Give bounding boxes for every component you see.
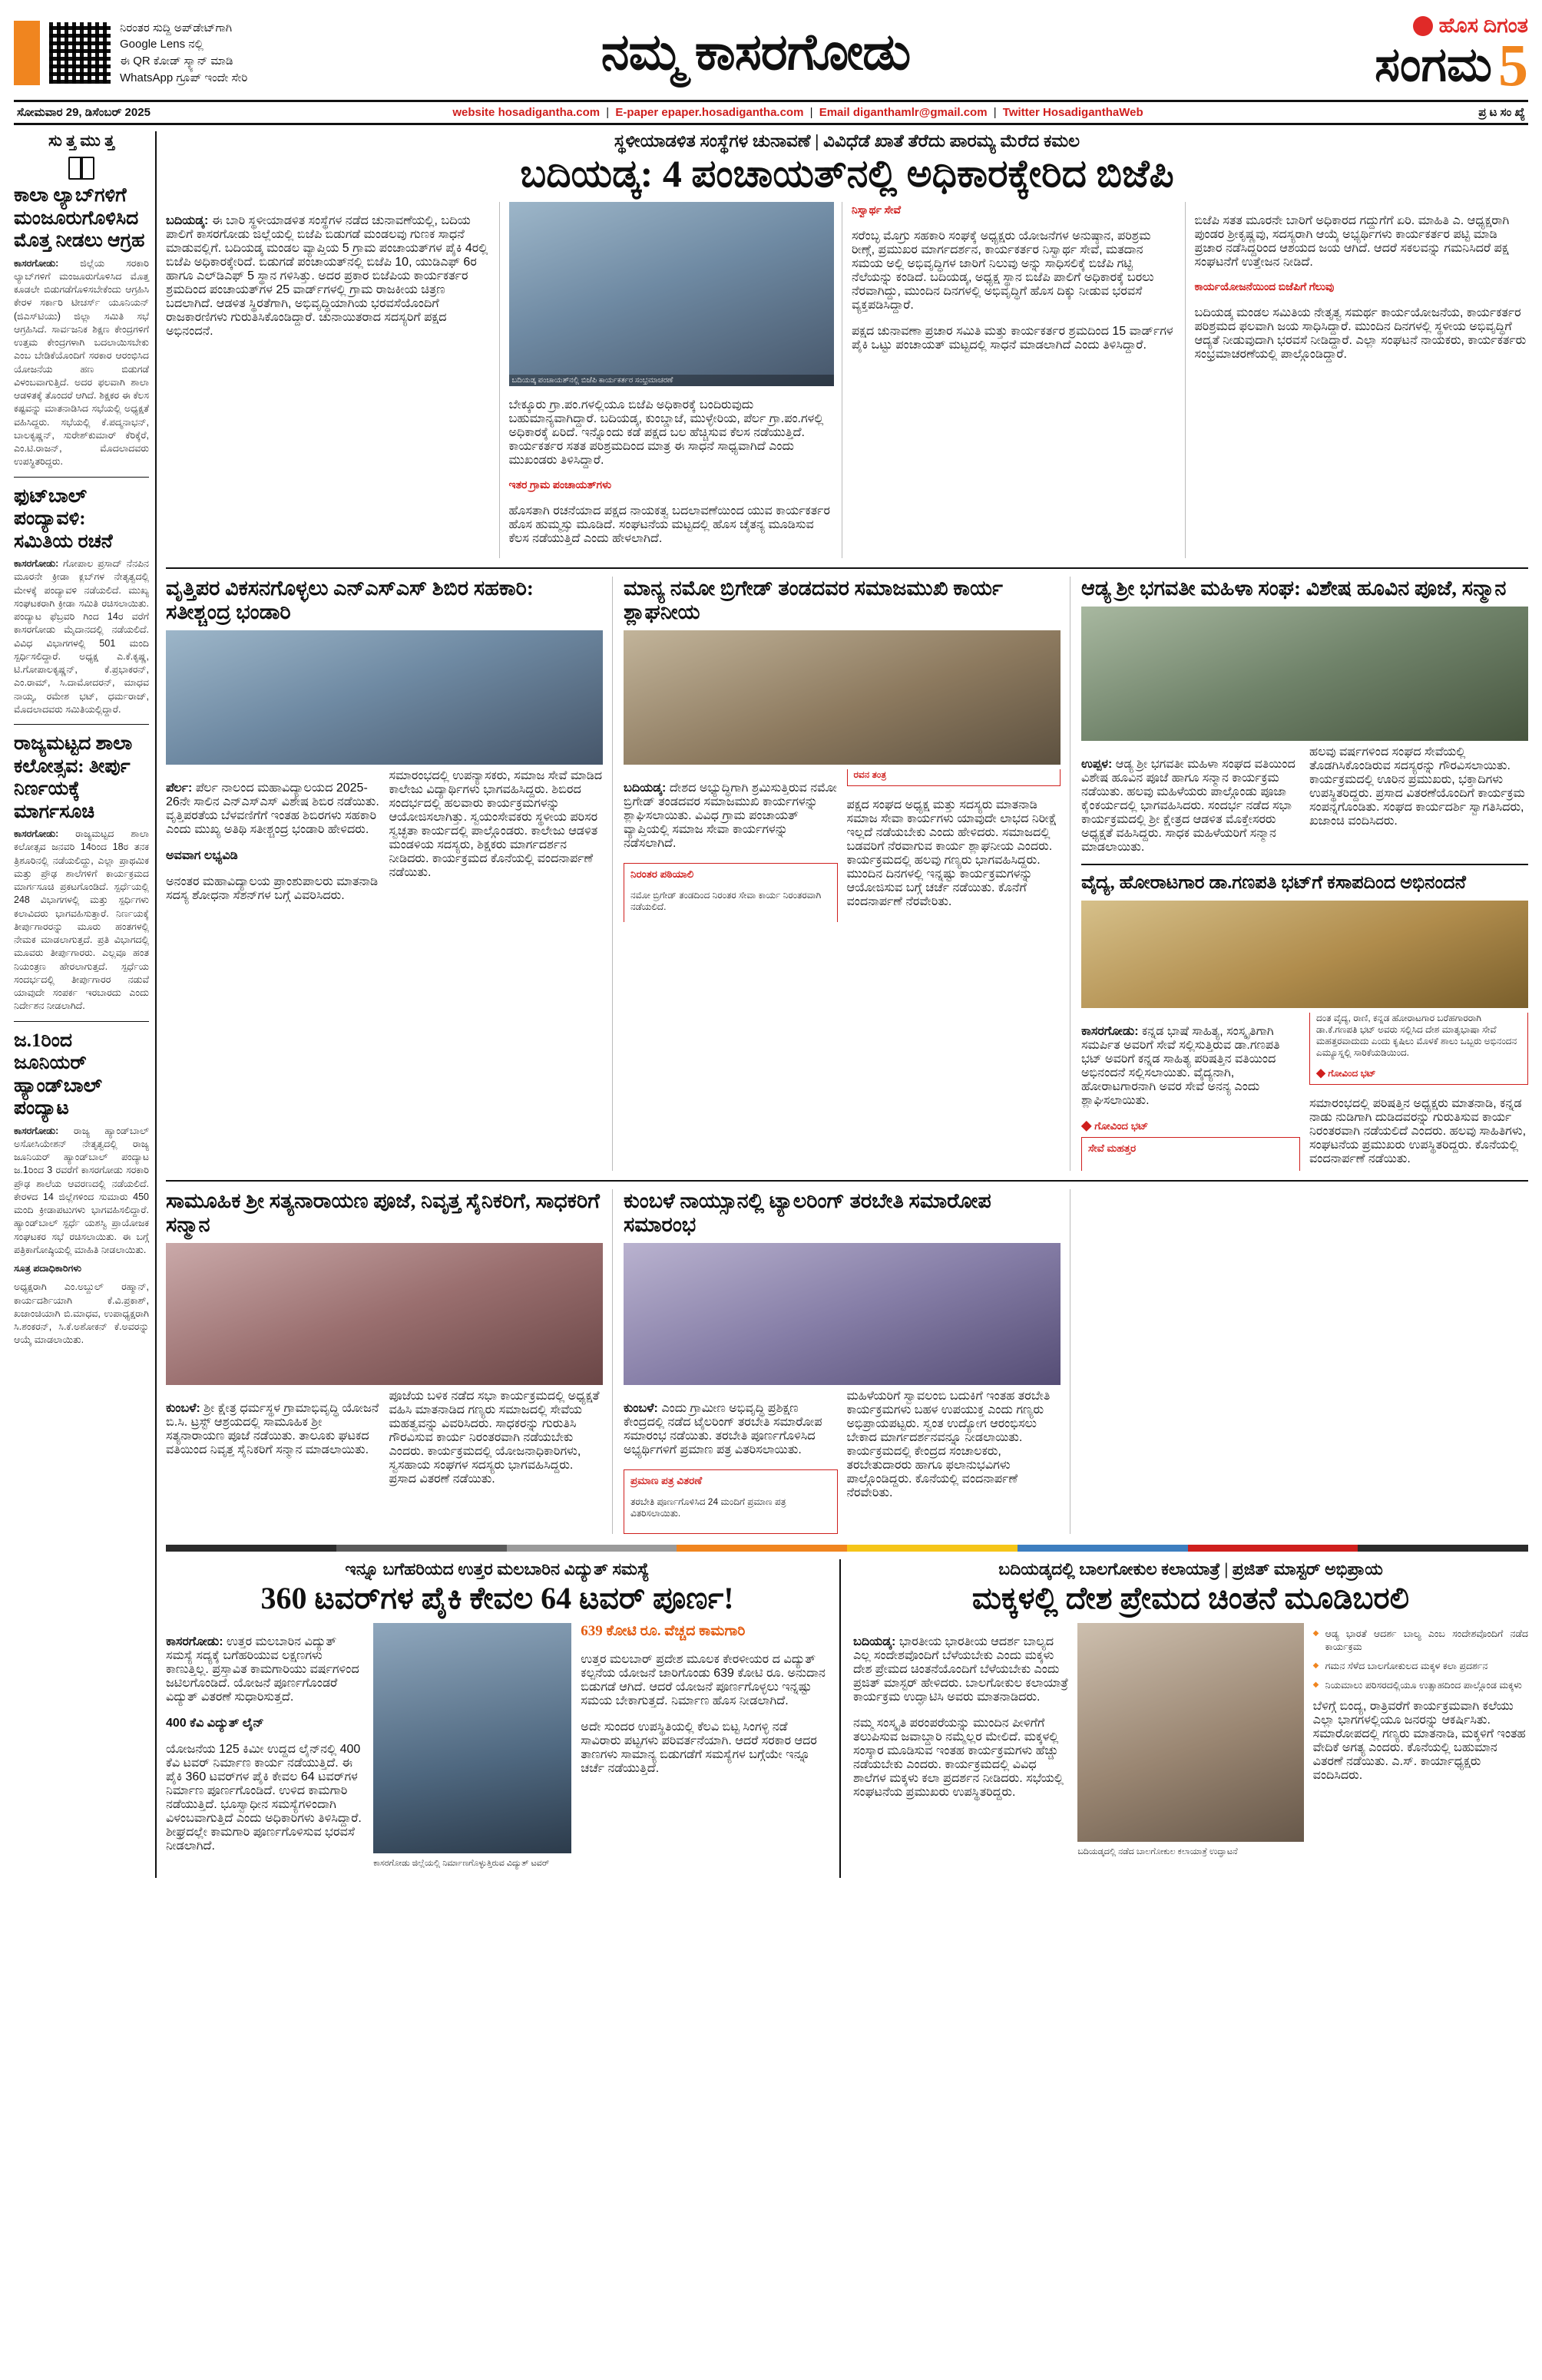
main-column	[166, 131, 1528, 1878]
bottom-right-grid	[853, 1623, 1528, 1866]
bottom-left-tail: ಅದೇ ಸುಂದರ ಉಪಸ್ಥಿತಿಯಲ್ಲಿ ಕೆಲವಿ ಬಿಟ್ಟ ಸಿಂಗಳ್ಳಿ ನಡೆ ಸಾವಿರಾರು ಪಟ್ಟಗಳು ಪರಿವರ್ತನೆಯಾಗಿ. ಆದರೆ ಸರಕಾರ ಆದರ ತಾಣಗಳು ಸಾಮಾನ್ಯ ಬಿಡುಗಡೆಗೆ ಸಮಸ್ಯೆಗಳ ಬಗ್ಗೆಯೇ ಇನ್ನೂ ಚರ್ಚೆ ನಡೆಯುತ್ತಿದೆ.	[581, 1721, 817, 1776]
story-doctor-title: ವೈದ್ಯ, ಹೋರಾಟಗಾರ ಡಾ.ಗಣಪತಿ ಭಟ್‌ಗೆ ಕಸಾಪದಿಂದ ಅಭಿನಂದನೆ	[1081, 873, 1466, 894]
story-namo-callout-by: ರವನ ತಂತ್ರ	[853, 769, 887, 781]
story-tailoring-callout	[624, 1469, 838, 1534]
section-divider	[1081, 864, 1528, 865]
bottom-right-tail: ಬೆಳಿಗ್ಗೆ ಬಿಂದ್ಯ, ರಾತ್ರಿವರೆಗೆ ಕಾರ್ಯಕ್ರಮವಾಗಿ ಕಲೆಯು ಎಲ್ಲಾ ಭಾಗಗಳಲ್ಲಿಯೂ ಜನರನ್ನು ಆಕರ್ಷಿಸಿತು. ಸಮಾರೋಪದಲ್ಲಿ ಗಣ್ಯರು ಮಾತನಾಡಿ, ಮಕ್ಕಳಿಗೆ ಇಂತಹ ವೇದಿಕೆ ಅಗತ್ಯ ಎಂದರು. ಕೊನೆಯಲ್ಲಿ ಬಹುಮಾನ ವಿತರಣೆ ನಡೆಯಿತು. ಎ.ಸ್. ಕಾರ್ಯಾಧ್ಯಕ್ಷರು ವಂದಿಸಿದರು.	[1312, 1699, 1526, 1782]
brand-row-big	[1375, 31, 1528, 98]
rail-item-1-body	[14, 557, 149, 716]
story-doctor-subbody: ಸಮಾರಂಭದಲ್ಲಿ ಪರಿಷತ್ತಿನ ಅಧ್ಯಕ್ಷರು ಮಾತನಾಡಿ, ಕನ್ನಡ ನಾಡು ನುಡಿಗಾಗಿ ದುಡಿದವರನ್ನು ಗುರುತಿಸುವ ಕಾರ್ಯ ನಿರಂತರವಾಗಿ ನಡೆಯಲಿದೆ ಎಂದರು. ಹಲವು ಸಾಹಿತಿಗಳು, ಸಂಘಟನೆಯ ಪ್ರಮುಖರು ಉಪಸ್ಥಿತರಿದ್ದರು. ಕೊನೆಯಲ್ಲಿ ವಂದನಾರ್ಪಣೆ ನಡೆಯಿತು.	[1309, 1096, 1527, 1165]
bottom-right-col3	[1313, 1623, 1528, 1866]
story-doctor-photo-caption: ◆ ಗೋವಿಂದ ಭಟ್	[1081, 1119, 1149, 1132]
lead-col1-dateline: ಬದಿಯಡ್ಕ:	[166, 214, 209, 228]
story-nss-subbody: ಅನಂತರ ಮಹಾವಿದ್ಯಾಲಯ ಪ್ರಾಂಶುಪಾಲರು ಮಾತನಾಡಿ ಸದಸ್ಯ ಶೋಧನಾ ಸೆಶನ್‌ಗಳ ಬಗ್ಗೆ ವಿವರಿಸಿದರು. ಸಮಾರಂಭದಲ್ಲಿ ಉಪನ್ಯಾಸಕರು, ಸಮಾಜ ಸೇವೆ ಮಾಡಿದ ಕಾಲೇಜು ವಿದ್ಯಾರ್ಥಿಗಳು ಭಾಗವಹಿಸಿದ್ದರು. ಶಿಬಿರದ ಸಂದರ್ಭದಲ್ಲಿ ಹಲವಾರು ಕಾರ್ಯಕ್ರಮಗಳನ್ನು ಆಯೋಜಿಸಲಾಗಿತ್ತು. ಸ್ವಯಂಸೇವಕರು ಸ್ಥಳೀಯ ಪರಿಸರ ಸ್ವಚ್ಛತಾ ಕಾರ್ಯದಲ್ಲಿ ಪಾಲ್ಗೊಂಡರು. ಕಾಲೇಜು ಆಡಳಿತ ಮಂಡಳಿಯ ಸದಸ್ಯರು, ಶಿಕ್ಷಕರು ಮಾರ್ಗದರ್ಶನ ನೀಡಿದರು. ಕಾರ್ಯಕ್ರಮದ ಕೊನೆಯಲ್ಲಿ ವಂದನಾರ್ಪಣೆ ನಡೆಯಿತು.	[166, 769, 603, 903]
mid-row-1	[166, 577, 1528, 1171]
bottom-right-kicker: ಬದಿಯಡ್ಕದಲ್ಲಿ ಬಾಲಗೋಕುಲ ಕಲಾಯಾತ್ರೆ | ಪ್ರಜಿತ್ ಮಾಸ್ಟರ್ ಅಭಿಪ್ರಾಯ	[998, 1559, 1383, 1579]
email-address[interactable]: diganthamlr@gmail.com	[852, 106, 988, 120]
story-doctor-callout-title: ಸೇವೆ ಮಹತ್ತರ	[1088, 1142, 1137, 1154]
story-namo	[624, 577, 1070, 1171]
story-tailoring-callout-title: ಪ್ರಮಾಣ ಪತ್ರ ವಿತರಣೆ	[630, 1475, 703, 1487]
lead-headline: ಬದಿಯಡ್ಕ: 4 ಪಂಚಾಯತ್‌ನಲ್ಲಿ ಅಧಿಕಾರಕ್ಕೇರಿದ ಬಿಜೆಪಿ	[520, 152, 1174, 196]
bottom-right-story	[853, 1559, 1528, 1877]
rail-item-3-title: ಜ.1ರಿಂದ ಜೂನಿಯರ್ ಹ್ಯಾಂಡ್‌ಬಾಲ್ ಪಂದ್ಯಾಟ	[14, 1030, 102, 1119]
power-tower-photo	[373, 1623, 571, 1853]
story-doctor-callout-by-text: ಗೋವಿಂದ ಭಟ್	[1328, 1067, 1376, 1079]
rail-item-0-dateline: ಕಾಸರಗೋಡು:	[14, 257, 59, 269]
rail-item-0-body	[14, 257, 149, 469]
website-label: website	[452, 106, 495, 120]
contact-links: website hosadigantha.com | E-paper epaper.hosadigantha.com | Email diganthamlr@gmail.com | Twitter HosadiganthaWeb	[452, 106, 1143, 120]
brand-big-label: ಸಂಗಮ	[1375, 39, 1492, 92]
divider	[14, 1021, 149, 1022]
story-namo-title: ಮಾನ್ಯ ನಮೋ ಬ್ರಿಗೇಡ್ ತಂಡದವರ ಸಮಾಜಮುಖಿ ಕಾರ್ಯ ಶ್ಲಾಘನೀಯ	[624, 577, 1003, 624]
story-tailoring-lead	[624, 1402, 838, 1457]
paper-title-wrap	[355, 25, 1156, 81]
story-nss-lead	[166, 782, 380, 837]
sidebar-column	[14, 131, 157, 1878]
brand-small-label: ಹೊಸ ದಿಗಂತ	[1438, 14, 1528, 37]
bottom-left-text: ಉತ್ತರ ಮಲಬಾರಿನ ವಿದ್ಯುತ್ ಸಮಸ್ಯೆ ಸದ್ಯಕ್ಕೆ ಬಗೆಹರಿಯುವ ಲಕ್ಷಣಗಳು ಕಾಣುತ್ತಿಲ್ಲ. ಪ್ರಸ್ತಾವಿತ ಕಾಮಗಾರಿಯು ವರ್ಷಗಳಿಂದ ಜಟಿಲಗೊಂಡಿದೆ. ಯೋಜನೆ ಪೂರ್ಣಗೊಂಡರೆ ವಿದ್ಯುತ್ ವಿತರಣೆ ಸುಧಾರಿಸುತ್ತದೆ.	[166, 1635, 359, 1704]
story-tailoring-subbody: ಮಹಿಳೆಯರಿಗೆ ಸ್ವಾವಲಂಬಿ ಬದುಕಿಗೆ ಇಂತಹ ತರಬೇತಿ ಕಾರ್ಯಕ್ರಮಗಳು ಬಹಳ ಉಪಯುಕ್ತ ಎಂದು ಗಣ್ಯರು ಅಭಿಪ್ರಾಯಪಟ್ಟರು. ಸ್ವಂತ ಉದ್ಯೋಗ ಆರಂಭಿಸಲು ಬೇಕಾದ ಮಾರ್ಗದರ್ಶನವನ್ನೂ ನೀಡಲಾಯಿತು. ಕಾರ್ಯಕ್ರಮದಲ್ಲಿ ಕೇಂದ್ರದ ಸಂಚಾಲಕರು, ತರಬೇತುದಾರರು ಹಾಗೂ ಫಲಾನುಭವಿಗಳು ಪಾಲ್ಗೊಂಡಿದ್ದರು. ಕೊನೆಯಲ್ಲಿ ವಂದನಾರ್ಪಣೆ ನೆರವೇರಿತು.	[846, 1390, 1051, 1500]
divider	[14, 724, 149, 725]
qr-block	[14, 20, 344, 87]
story-namo-lead	[624, 782, 838, 851]
rail-item-1-dateline: ಕಾಸರಗೋಡು:	[14, 558, 59, 570]
rail-item-0-title: ಕಾಲಾ ಲ್ಯಾಬ್‌ಗಳಿಗೆ ಮಂಜೂರುಗೊಳಿಸಿದ ಮೊತ್ತ ನೀಡಲು ಆಗ್ರಹ	[14, 185, 145, 252]
book-icon	[68, 157, 94, 177]
story-doctor-body	[1081, 1013, 1528, 1172]
qr-line-2: Google Lens ನಲ್ಲಿ	[120, 38, 204, 51]
section-divider	[166, 567, 1528, 569]
balagokulam-photo	[1077, 1623, 1303, 1842]
edition-label: ಪ್ರ ಟ ಸಂ ಖ್ಯೆ	[1478, 106, 1525, 120]
story-doctor-callout-body: ದಂತ ವೈದ್ಯ, ರಾಣಿ, ಕನ್ನಡ ಹೋರಾಟಗಾರ ಬರೆಹಗಾರರಾಗಿ ಡಾ.ಕೆ.ಗಣಪತಿ ಭಟ್ ಅವರು ಸಲ್ಲಿಸಿದ ದೇಶ ಮಾತೃಭಾಷಾ ಸೇವೆ ಮಹತ್ತರವಾದುದು ಎಂದು ಕೃಷಿಲು ಮೊಳಕೆ ಶಾಲು ಒಬ್ಬರು ಅಭಿನಂದನ ಎಮ್ಯೂಸ್ನಲ್ಲಿ ಸಾರಿಕೆಯಡಿಯಿಂದ.	[1316, 1012, 1517, 1058]
story-nss-subtitle	[166, 849, 380, 863]
story-nss-dateline: ಪೆರ್ಲ:	[166, 782, 193, 795]
rail-item-1-title: ಫುಟ್‌ಬಾಲ್ ಪಂದ್ಯಾವಳಿ: ಸಮಿತಿಯ ರಚನೆ	[14, 485, 113, 552]
story-doctor-callout-by: ◆ ಗೋವಿಂದ ಭಟ್	[1316, 1067, 1376, 1079]
color-strip	[166, 1545, 1528, 1552]
lead-col3-text: ಸರೆಂಬ್ಳ ಮೊಗ್ರು ಸಹಕಾರಿ ಸಂಘಕ್ಕೆ ಅಧ್ಯಕ್ಷರು ಯೋಜನೆಗಳ ಅನುಷ್ಠಾನ, ಪರಿಶ್ರಮ ರೀಣ್ಗೆ, ಪ್ರಮುಖರ ಮಾರ್ಗದರ್ಶನ, ಕಾರ್ಯಕರ್ತರ ನಿಸ್ವಾರ್ಥ ಸೇವೆ, ಮತದಾನ ಸಮಯ ಅಲ್ಲಿ ಅಭಿವೃದ್ಧಿಗಳ ಜಾರಿಗೆ ನಿಲುವು ಅನ್ನು ಸಾಧಿಸಲಿಕ್ಕೆ ಬಿಜೆಪಿ ಗಟ್ಟಿ ನೆಲೆಯನ್ನು ಕಂಡಿದೆ. ಬದಿಯಡ್ಕ, ಅಧ್ಯಕ್ಷ ಸ್ಥಾನ ಬಿಜೆಪಿ ಪಾಲಿಗೆ ಅಧಿಕಾರಕ್ಕೆ ಬರಲು ನೆರವಾಗಿದ್ದು, ಮುಂದಿನ ದಿನಗಳಲ್ಲಿ ಅಭಿವೃದ್ಧಿಗೆ ಹೊಸ ದಿಕ್ಕು ನೀಡುವ ಭರವಸೆ ವ್ಯಕ್ತಪಡಿಸಿದ್ದಾರೆ.	[852, 230, 1154, 312]
story-bhagavati-lead	[1081, 758, 1300, 854]
story-nss-body	[166, 769, 603, 903]
bottom-left-lead	[166, 1635, 364, 1704]
story-doctor-photo	[1081, 901, 1528, 1008]
bottom-right-text2: ನಮ್ಮ ಸಂಸ್ಕೃತಿ ಪರಂಪರೆಯನ್ನು ಮುಂದಿನ ಪೀಳಿಗೆಗೆ ತಲುಪಿಸುವ ಜವಾಬ್ದಾರಿ ನಮ್ಮೆಲ್ಲರ ಮೇಲಿದೆ. ಮಕ್ಕಳಲ್ಲಿ ಸಂಸ್ಕಾರ ಮೂಡಿಸುವ ಇಂತಹ ಕಾರ್ಯಕ್ರಮಗಳು ಹೆಚ್ಚು ನಡೆಯಬೇಕು ಎಂದರು. ಕಾರ್ಯಕ್ರಮದಲ್ಲಿ ವಿವಿಧ ಶಾಲೆಗಳ ಮಕ್ಕಳು ಕಲಾ ಪ್ರದರ್ಶನ ನೀಡಿದರು. ಸಭೆಯಲ್ಲಿ ಸಂಘಟನೆಯ ಪ್ರಮುಖರು ಉಪಸ್ಥಿತರಿದ್ದರು.	[853, 1717, 1064, 1800]
story-bhagavati-title: ಆಡ್ಯ ಶ್ರೀ ಭಗವತೀ ಮಹಿಳಾ ಸಂಘ: ವಿಶೇಷ ಹೂವಿನ ಪೂಜೆ, ಸನ್ಮಾನ	[1081, 577, 1507, 600]
email-label: Email	[819, 106, 850, 120]
bullet-item: ◆ ಗಮನ ಸೆಳೆದ ಬಾಲಗೋಕುಲದ ಮಕ್ಕಳ ಕಲಾ ಪ್ರದರ್ಶನ	[1313, 1660, 1528, 1673]
publication-date: ಸೋಮವಾರ 29, ಡಿಸೆಂಬರ್ 2025	[17, 106, 151, 120]
rail-item-0-text: ಜಿಲ್ಲೆಯ ಸರಕಾರಿ ಲ್ಯಾಬ್‌ಗಳಿಗೆ ಮಂಜೂರುಗೊಳಿಸಿದ ಮೊತ್ತ ಕೂಡಲೇ ಬಿಡುಗಡೆಗೊಳಿಸಬೇಕೆಂದು ಆಗ್ರಹಿಸಿ ಕೇರಳ ಸರ್ಕಾರಿ ಟೀಚರ್ಸ್‌ ಯೂನಿಯನ್ (ಜಿಎಸ್‌ಟಿಯು) ಜಿಲ್ಲಾ ಸಮಿತಿ ಸಭೆ ಆಗ್ರಹಿಸಿದೆ. ಸಾರ್ವಜನಿಕ ಶಿಕ್ಷಣ ಕೇಂದ್ರಗಳಿಗೆ ಉತ್ತಮ ಕೇಂದ್ರಗಳಾಗಿ ಬದಲಾಯಿಸಬೇಕು ಎಂಬ ಬೇಡಿಕೆಯೊಂದಿಗೆ ಸರಕಾರ ಆರಂಭಿಸಿದ ಯೋಜನೆಯ ಹಣ ಬಿಡುಗಡೆ ವಿಳಂಬವಾಗುತ್ತಿದೆ. ಅದರ ಫಲವಾಗಿ ಶಾಲಾ ಆಡಳಿತಕ್ಕೆ ತೊಂದರೆ ಆಗಿದೆ. ಶಿಕ್ಷಕರ ಈ ಕೆಲಸ ಕಷ್ಟವನ್ನು ಮಾತನಾಡಿಸಿದ ಸಭೆಯಲ್ಲಿ ಅಧ್ಯಕ್ಷತೆ ವಹಿಸಿದ್ದರು. ಸಭೆಯಲ್ಲಿ ಕೆ.ಪದ್ಮನಾಭನ್, ಬಾಲಕೃಷ್ಣನ್, ಸುರೇಶ್‌ಕುಮಾರ್ ಕೆರಿಕ್ಕೆರೆ, ಎಂ.ಟಿ.ರಾಜನ್, ಮೊದಲಾದವರು ಉಪಸ್ಥಿತರಿದ್ದರು.	[14, 257, 149, 468]
bullet-item: ◆ ಆಡ್ಯ ಭಾರತೆ ಆದರ್ಶ ಬಾಲ್ಯ ಎಂಬ ಸಂದೇಶವೊಂದಿಗೆ ನಡೆದ ಕಾರ್ಯಕ್ರಮ	[1313, 1628, 1528, 1654]
lead-col3-text-b: ಪಕ್ಷದ ಚುನಾವಣಾ ಪ್ರಚಾರ ಸಮಿತಿ ಮತ್ತು ಕಾರ್ಯಕರ್ತರ ಶ್ರಮದಿಂದ 15 ವಾರ್ಡ್‌ಗಳ ಪೈಕಿ ಒಟ್ಟು ಪಂಚಾಯತ್ ಮಟ್ಟದಲ್ಲಿ ಸಾಧನೆ ಮಾಡಲಾಗಿದೆ ಎಂದು ತಿಳಿಸಿದ್ದಾರೆ.	[852, 325, 1173, 352]
rail-item-3-dateline: ಕಾಸರಗೋಡು:	[14, 1125, 59, 1136]
story-doctor-dateline: ಕಾಸರಗೋಡು:	[1081, 1024, 1139, 1038]
orange-bar	[14, 21, 40, 85]
qr-instructions	[120, 20, 247, 87]
lead-kicker: ಸ್ಥಳೀಯಾಡಳಿತ ಸಂಸ್ಥೆಗಳ ಚುನಾವಣೆ | ವಿವಿಧೆಡೆ ಖಾತೆ ತೆರೆದು ಪಾರಮ್ಯ ಮೆರೆದ ಕಮಲ	[614, 131, 1080, 151]
story-tailoring-title: ಕುಂಬಳೆ ನಾಯ್ಸುಾನಲ್ಲಿ ಟ್ಯಾಲರಿಂಗ್ ತರಬೇತಿ ಸಮಾರೋಪ ಸಮಾರಂಭ	[624, 1189, 991, 1237]
story-bhagavati-subbody: ಹಲವು ವರ್ಷಗಳಿಂದ ಸಂಘದ ಸೇವೆಯಲ್ಲಿ ತೊಡಗಿಸಿಕೊಂಡಿರುವ ಸದಸ್ಯರನ್ನು ಗೌರವಿಸಲಾಯಿತು. ಕಾರ್ಯಕ್ರಮದಲ್ಲಿ ಊರಿನ ಪ್ರಮುಖರು, ಭಕ್ತಾದಿಗಳು ಉಪಸ್ಥಿತರಿದ್ದರು. ಪ್ರಸಾದ ವಿತರಣೆಯೊಂದಿಗೆ ಕಾರ್ಯಕ್ರಮ ಸಂಪನ್ನಗೊಂಡಿತು. ಸಂಘದ ಕಾರ್ಯದರ್ಶಿ ಸ್ವಾಗತಿಸಿದರು, ಖಜಾಂಚಿ ವಂದಿಸಿದರು.	[1309, 745, 1525, 828]
bottom-left-grid	[166, 1623, 829, 1877]
lead-col-2	[509, 202, 843, 558]
bottom-section	[166, 1559, 1528, 1877]
bottom-left-kicker: ಇನ್ನೂ ಬಗೆಹರಿಯದ ಉತ್ತರ ಮಲಬಾರಿನ ವಿದ್ಯುತ್ ಸಮಸ್ಯೆ	[345, 1559, 650, 1579]
lead-col1-body: ಈ ಬಾರಿ ಸ್ಥಳೀಯಾಡಳಿತ ಸಂಸ್ಥೆಗಳ ನಡೆದ ಚುನಾವಣೆಯಲ್ಲಿ, ಬದಿಯ ಪಾಲಿಗೆ ಕಾಸರಗೋಡು ಜಿಲ್ಲೆಯಲ್ಲಿ ಬಿಜೆಪಿ ಬಿಡುಗಡೆ ಮಂಡಲವು ಗುಣಕ ಸಾಧನೆ ಮಾಡುವಲ್ಲಿಗೆ. ಬದಿಯಡ್ಕ ಮಂಡಲ ವ್ಯಾಪ್ತಿಯ 5 ಗ್ರಾಮ ಪಂಚಾಯತ್‌ಗಳ ಪೈಕಿ 4ರಲ್ಲಿ ಬಿಜೆಪಿ ಅಧಿಕಾರಕ್ಕೇರಿದೆ. ಬಿಡುಗಡೆ ಪಂಚಾಯತ್‌ನಲ್ಲಿ ಬಿಜೆಪಿ 10, ಯುಡಿಎಫ್ 6ರ ಹಾಗೂ ಎಲ್‌ಡಿಎಫ್ 5 ಸ್ಥಾನ ಗಳಿಸಿತ್ತು. ಅದರ ಪ್ರಕಾರ ಬಿಜೆಪಿಯ ಕಾರ್ಯಕರ್ತರ ಶ್ರಮದಿಂದ ಪಂಚಾಯತ್‌ಗಳ 25 ವಾರ್ಡ್‌ಗಳಲ್ಲಿ ಗ್ರಾಮ ರಾಜಕೀಯ ಚಿತ್ರಣ ಬದಲಾಗಿದೆ. ಆಡಳಿತ ಸ್ಥಿರತೆಗಾಗಿ, ಅಭಿವೃದ್ಧಿಯಾಗಿಯ ಭರವಸೆಯೊಂದಿಗೆ ರಾಜಕಾರಣಿಗಳು ಗುರುತಿಸಿಕೊಂಡಿದ್ದಾರೆ. ಚುನಾಯಿತರಾದ ಸದಸ್ಯರಿಗೆ ಪಕ್ಷದ ಅಭಿನಂದನೆ.	[166, 214, 488, 339]
rail-item-2-text: ರಾಜ್ಯಮಟ್ಟದ ಶಾಲಾ ಕಲೋತ್ಸವ ಜನವರಿ 14ರಿಂದ 18ರ ತನಕ ತ್ರಿಶೂರಿನಲ್ಲಿ ನಡೆಯಲಿದ್ದು, ಎಲ್ಲಾ ಪ್ರಾಥಮಿಕ ಮತ್ತು ಪ್ರೌಢ ಶಾಲೆಗಳಿಗೆ ಕಾರ್ಯಕ್ರಮದ ಮಾರ್ಗಸೂಚಿ ಪ್ರಕಟಗೊಂಡಿದೆ. ಸ್ಪರ್ಧೆಯಲ್ಲಿ 248 ವಿಭಾಗಗಳಲ್ಲಿ ಮತ್ತು ಸ್ಪರ್ಧಿಗಳು ಕಲಾವಿದರು ಭಾಗವಹಿಸುತ್ತಾರೆ. ನಿರ್ಣಯಕ್ಕೆ ತೀರ್ಪುಗಾರರನ್ನು ಮೂರು ಹಂತಗಳಲ್ಲಿ ನೇಮಕ ಮಾಡಲಾಗುತ್ತದೆ. ಪ್ರತಿ ವಿಭಾಗದಲ್ಲಿ ಮೂವರು ತೀರ್ಪುಗಾರರು. ಎಲ್ಲವೂ ಹಂತ ನಿಯಂತ್ರಣ ಹೇರಲಾಗುತ್ತದೆ. ಸ್ಪರ್ಧೆಯ ಸಂದರ್ಭದಲ್ಲಿ ತೀರ್ಪುಗಾರರ ನಡುವೆ ಯಾವುದೇ ಸಂಪರ್ಕ ಇರಬಾರದು ಎಂದು ನಿರ್ದೇಶನ ನೀಡಲಾಗಿದೆ.	[14, 828, 149, 1012]
story-bhagavati-photo	[1081, 607, 1528, 741]
epaper-label: E-paper	[615, 106, 659, 120]
brand-number: 5	[1498, 31, 1528, 98]
story-namo-dateline: ಬದಿಯಡ್ಕ:	[624, 782, 667, 795]
lead-photo-caption: ಬದಿಯಡ್ಕ ಪಂಚಾಯತ್‌ನಲ್ಲಿ ಬಿಜೆಪಿ ಕಾರ್ಯಕರ್ತರ ಸಂಭ್ರಮಾಚರಣೆ	[509, 375, 835, 386]
rail-item-1-text: ಗೋಪಾಲ ಪ್ರಸಾದ್ ನೆನಪಿನ ಮೂರನೇ ಕ್ರೀಡಾ ಕ್ಲಬ್‌ಗಳ ನೇತೃತ್ವದಲ್ಲಿ ಮೇಳಕ್ಕೆ ಪಂದ್ಯಾವಳಿ ನಡೆಯಲಿದೆ. ಮುಖ್ಯ ಸಂಘಟಕರಾಗಿ ಕ್ರೀಡಾ ಸಮಿತಿ ರಚಿಸಲಾಯಿತು. ಪಂದ್ಯಾಟ ಫೆಬ್ರವರಿ ಗಿಂದ 14ರ ವರೆಗೆ ಕಾಸರಗೋಡು ಮೈದಾನದಲ್ಲಿ ನಡೆಯಲಿದೆ. ವಿವಿಧ ವಿಭಾಗಗಳಲ್ಲಿ 501 ಮಂದಿ ಸ್ಪರ್ಧಿಸಲಿದ್ದಾರೆ. ಅಧ್ಯಕ್ಷ ಎ.ಕೆ.ಕೃಷ್ಣ, ಟಿ.ಗೋಪಾಲಕೃಷ್ಣನ್, ಕೆ.ಪ್ರಭಾಕರನ್, ಎಂ.ರಾಮ್‌, ಸಿ.ದಾಮೋದರನ್, ಮಾಧವ ನಾಯ್ಕ, ರಮೇಶ ಭಟ್, ಧರ್ಮರಾಜ್, ಮೊದಲಾದವರು ಸಮಿತಿಯಲ್ಲಿದ್ದಾರೆ.	[14, 558, 149, 715]
bullet-item: ◆ ನಿಯಮಾಲು ಪರಿಸರದಲ್ಲಿಯೂ ಉತ್ಸಾಹದಿಂದ ಪಾಲ್ಗೊಂಡ ಮಕ್ಕಳು	[1313, 1679, 1528, 1692]
lead-col-3	[852, 202, 1186, 558]
bottom-left-subhead	[166, 1717, 364, 1730]
rail-item-2-body	[14, 828, 149, 1013]
bottom-left-col2	[373, 1623, 571, 1877]
story-nss	[166, 577, 613, 1171]
story-doctor-text: ಕನ್ನಡ ಭಾಷೆ ಸಾಹಿತ್ಯ, ಸಂಸ್ಕೃತಿಗಾಗಿ ಸಮರ್ಪಿತ ಅವರಿಗೆ ಸೇವೆ ಸಲ್ಲಿಸುತ್ತಿರುವ ಡಾ.ಗಣಪತಿ ಭಟ್ ಅವರಿಗೆ ಕನ್ನಡ ಸಾಹಿತ್ಯ ಪರಿಷತ್ತಿನ ವತಿಯಿಂದ ಅಭಿನಂದನೆ ಸಲ್ಲಿಸಲಾಯಿತು. ವೈದ್ಯನಾಗಿ, ಹೋರಾಟಗಾರನಾಗಿ ಅವರ ಸೇವೆ ಅನನ್ಯ ಎಂದು ಶ್ಲಾಘಿಸಲಾಯಿತು.	[1081, 1024, 1280, 1107]
page-content	[14, 131, 1528, 1878]
story-satyanarayana-text: ಶ್ರೀ ಕ್ಷೇತ್ರ ಧರ್ಮಸ್ಥಳ ಗ್ರಾಮಾಭಿವೃದ್ಧಿ ಯೋಜನೆ ಬಿ.ಸಿ. ಟ್ರಸ್ಟ್ ಆಶ್ರಯದಲ್ಲಿ ಸಾಮೂಹಿಕ ಶ್ರೀ ಸತ್ಯನಾರಾಯಣ ಪೂಜೆ ನಡೆಯಿತು. ತಾಲೂಕು ಘಟಕದ ವತಿಯಿಂದ ನಿವೃತ್ತ ಸೈನಿಕರಿಗೆ ಸನ್ಮಾನ ಮಾಡಲಾಯಿತು.	[166, 1402, 379, 1457]
lead-col-4	[1195, 202, 1529, 558]
lead-col3-subhead: ನಿಸ್ವಾರ್ಥ ಸೇವೆ	[852, 205, 902, 217]
story-satyanarayana	[166, 1189, 613, 1534]
story-doctor-caption-text: ಗೋವಿಂದ ಭಟ್	[1094, 1119, 1149, 1132]
story-tailoring-text: ಎಂದು ಗ್ರಾಮೀಣ ಅಭಿವೃದ್ಧಿ ಪ್ರಶಿಕ್ಷಣ ಕೇಂದ್ರದಲ್ಲಿ ನಡೆದ ಟೈಲರಿಂಗ್ ತರಬೇತಿ ಸಮಾರೋಪ ಸಮಾರಂಭ ನಡೆಯಿತು. ತರಬೇತಿ ಪೂರ್ಣಗೊಳಿಸಿದ ಅಭ್ಯರ್ಥಿಗಳಿಗೆ ಪ್ರಮಾಣ ಪತ್ರ ವಿತರಿಸಲಾಯಿತು.	[624, 1402, 822, 1457]
rail-item-3-text: ರಾಜ್ಯ ಹ್ಯಾಂಡ್‌ಬಾಲ್ ಅಸೋಸಿಯೇಶನ್ ನೇತೃತ್ವದಲ್ಲಿ ರಾಜ್ಯ ಜೂನಿಯರ್ ಹ್ಯಾಂಡ್‌ಬಾಲ್ ಪಂದ್ಯಾಟ ಜ.1ರಿಂದ 3 ರವರೆಗೆ ಕಾಸರಗೋಡು ಸರಕಾರಿ ಪ್ರೌಢ ಶಾಲೆಯ ಆವರಣದಲ್ಲಿ ನಡೆಯಲಿದೆ. ಕೇರಳದ 14 ಜಿಲ್ಲೆಗಳಿಂದ ಸುಮಾರು 450 ಮಂದಿ ಕ್ರೀಡಾಪಟುಗಳು ಭಾಗವಹಿಸಲಿದ್ದಾರೆ. ಹ್ಯಾಂಡ್‌ಬಾಲ್ ಸ್ಪರ್ಧೆ ಯಶಸ್ವಿ ಪ್ರಾಯೋಜಕ ಸಂಘಟಕರ ಸಭೆ ರಚಿಸಲಾಯಿತು. ಈ ಬಗ್ಗೆ ಪತ್ರಿಕಾಗೋಷ್ಠಿಯಲ್ಲಿ ಮಾಹಿತಿ ನೀಡಲಾಯಿತು.	[14, 1125, 149, 1255]
story-tailoring-body	[624, 1390, 1061, 1534]
rail-item-3-body	[14, 1125, 149, 1258]
website-url[interactable]: hosadigantha.com	[498, 106, 601, 120]
story-nss-text: ಪೆರ್ಲ ನಾಲಂದ ಮಹಾವಿದ್ಯಾಲಯದ 2025-26ನೇ ಸಾಲಿನ ಎನ್‌ಎಸ್‌ಎಸ್ ವಿಶೇಷ ಶಿಬಿರ ನಡೆಯಿತು. ವೃತ್ತಿಪರತೆಯ ಬೆಳವಣಿಗೆಗೆ ಇಂತಹ ಶಿಬಿರಗಳು ಸಹಕಾರಿ ಎಂದು ಮುಖ್ಯ ಅತಿಥಿ ಸತೀಶ್ಚಂದ್ರ ಭಂಡಾರಿ ಹೇಳಿದರು.	[166, 782, 379, 837]
lead-col4-subhead: ಕಾರ್ಯಯೋಜನೆಯಿಂದ ಬಿಜೆಪಿಗೆ ಗೆಲುವು	[1194, 282, 1335, 294]
lead-photo	[509, 202, 835, 386]
power-tower-caption: ಕಾಸರಗೋಡು ಜಿಲ್ಲೆಯಲ್ಲಿ ನಿರ್ಮಾಣಗೊಳ್ಳುತ್ತಿರುವ ವಿದ್ಯುತ್ ಟವರ್	[373, 1859, 550, 1869]
rail-item-3-footer-heading: ಸೂತ್ರ ಪದಾಧಿಕಾರಿಗಳು	[14, 1263, 81, 1274]
bottom-right-text: ಭಾರತೀಯ ಭಾರತೀಯ ಆದರ್ಶ ಬಾಲ್ಯದ ಎಲ್ಲ ಸಂದೇಶವೊಂದಿಗೆ ಬೆಳೆಯಬೇಕು ಎಂದು ಮಕ್ಕಳು ದೇಶ ಪ್ರೇಮದ ಚಿಂತನೆಯೊಂದಿಗೆ ಬೆಳೆಯಬೇಕು ಎಂದು ಪ್ರಜಿತ್ ಮಾಸ್ಟರ್ ಹೇಳಿದರು. ಬಾಲಗೋಕುಲ ಕಲಾಯಾತ್ರೆ ಕಾರ್ಯಕ್ರಮ ಉದ್ಘಾಟಿಸಿ ಅವರು ಮಾತನಾಡಿದರು.	[853, 1635, 1069, 1704]
brand-dot-icon	[1413, 16, 1433, 36]
lead-col-1	[166, 202, 500, 558]
bottom-right-dateline: ಬದಿಯಡ್ಕ:	[853, 1635, 896, 1649]
rail-item-2-dateline: ಕಾಸರಗೋಡು:	[14, 828, 59, 840]
story-satyanarayana-lead	[166, 1402, 380, 1457]
story-namo-text: ದೇಶದ ಅಭ್ಯುದ್ಧಿಗಾಗಿ ಶ್ರಮಿಸುತ್ತಿರುವ ನಮೋ ಬ್ರಿಗೇಡ್ ತಂಡದವರ ಸಮಾಜಮುಖಿ ಕಾರ್ಯಗಳನ್ನು ಶ್ಲಾಘಿಸಲಾಯಿತು. ವಿವಿಧ ಗ್ರಾಮ ಪಂಚಾಯತ್ ವ್ಯಾಪ್ತಿಯಲ್ಲಿ ಸಮಾಜ ಸೇವಾ ಕಾರ್ಯಗಳನ್ನು ನಡೆಸಲಾಗಿದೆ.	[624, 782, 837, 851]
story-nss-title: ವೃತ್ತಿಪರ ವಿಕಸನಗೊಳ್ಳಲು ಎನ್‌ಎಸ್‌ಎಸ್ ಶಿಬಿರ ಸಹಕಾರಿ: ಸತೀಶ್ಚಂದ್ರ ಭಂಡಾರಿ	[166, 577, 534, 624]
story-doctor-lead	[1081, 1025, 1300, 1108]
story-satyanarayana-dateline: ಕುಂಬಳೆ:	[166, 1402, 200, 1416]
bottom-right-col1	[853, 1623, 1068, 1866]
qr-line-1: ನಿರಂತರ ಸುದ್ದಿ ಅಪ್‌ಡೇಟ್‌ಗಾಗಿ	[120, 21, 233, 35]
lead-col2-text-b: ಹೊಸತಾಗಿ ರಚನೆಯಾದ ಪಕ್ಷದ ನಾಯಕತ್ವ ಬದಲಾವಣೆಯಿಂದ ಯುವ ಕಾರ್ಯಕರ್ತರ ಹೊಸ ಹುಮ್ಮಸ್ಸು ಮೂಡಿದೆ. ಸಂಘಟನೆಯ ಮಟ್ಟದಲ್ಲಿ ಹೊಸ ಚೈತನ್ಯ ಮೂಡಿಸುವ ಕೆಲಸ ನಡೆಯುತ್ತಿದೆ ಎಂದು ಹೇಳಲಾಗಿದೆ.	[508, 504, 830, 546]
bottom-left-story	[166, 1559, 841, 1877]
info-bar	[14, 100, 1528, 125]
sidebar-logo-label: ಸು ತ್ತ ಮು ತ್ತ	[48, 131, 115, 150]
bottom-left-subbody: ಯೋಜನೆಯ 125 ಕಿಮೀ ಉದ್ದದ ಲೈನ್‌ನಲ್ಲಿ 400 ಕೆವಿ ಟವರ್ ನಿರ್ಮಾಣ ಕಾರ್ಯ ನಡೆಯುತ್ತಿದೆ. ಈ ಪೈಕಿ 360 ಟವರ್‌ಗಳ ಪೈಕಿ ಕೇವಲ 64 ಟವರ್‌ಗಳ ನಿರ್ಮಾಣ ಪೂರ್ಣಗೊಂಡಿದೆ. ಉಳಿದ ಕಾಮಗಾರಿ ನಡೆಯುತ್ತಿದೆ. ಭೂಸ್ವಾಧೀನ ಸಮಸ್ಯೆಗಳಿಂದಾಗಿ ವಿಳಂಬವಾಗುತ್ತಿದೆ ಎಂದು ಅಧಿಕಾರಿಗಳು ತಿಳಿಸಿದ್ದಾರೆ. ಶೀಘ್ರದಲ್ಲೇ ಕಾಮಗಾರಿ ಪೂರ್ಣಗೊಳಿಸುವ ಭರವಸೆ ನೀಡಲಾಗಿದೆ.	[166, 1743, 362, 1853]
story-namo-subbody: ಪಕ್ಷದ ಸಂಘದ ಅಧ್ಯಕ್ಷ ಮತ್ತು ಸದಸ್ಯರು ಮಾತನಾಡಿ ಸಮಾಜ ಸೇವಾ ಕಾರ್ಯಗಳು ಯಾವುದೇ ಲಾಭದ ನಿರೀಕ್ಷೆ ಇಲ್ಲದೆ ನಡೆಯಬೇಕು ಎಂದು ಹೇಳಿದರು. ಸಮಾಜದಲ್ಲಿ ಬಡವರಿಗೆ ನೆರವಾಗುವ ಕಾರ್ಯ ಶ್ಲಾಘನೀಯ ಎಂದರು. ಕಾರ್ಯಕ್ರಮದಲ್ಲಿ ಹಲವು ಗಣ್ಯರು ಭಾಗವಹಿಸಿದ್ದರು. ಮುಂದಿನ ದಿನಗಳಲ್ಲಿ ಇನ್ನಷ್ಟು ಕಾರ್ಯಕ್ರಮಗಳನ್ನು ಆಯೋಜಿಸುವ ಬಗ್ಗೆ ಚರ್ಚೆ ನಡೆಯಿತು. ಕೊನೆಗೆ ವಂದನಾರ್ಪಣೆ ನೆರವೇರಿತು.	[846, 798, 1057, 909]
story-namo-photo	[624, 630, 1061, 765]
rail-item-3-footer-title	[14, 1262, 149, 1275]
bottom-right-bullets	[1313, 1628, 1528, 1692]
rail-item-3-footer: ಅಧ್ಯಕ್ಷರಾಗಿ ಎಂ.ಅಬ್ದುಲ್ ರಹ್ಮಾನ್, ಕಾರ್ಯದರ್ಶಿಯಾಗಿ ಕೆ.ವಿ.ಪ್ರಕಾಶ್, ಖಜಾಂಚಿಯಾಗಿ ಬಿ.ಮಾಧವ, ಉಪಾಧ್ಯಕ್ಷರಾಗಿ ಸಿ.ಶಂಕರನ್, ಸಿ.ಕೆ.ಅಶೋಕನ್ ಕೆ.ಅವರನ್ನು ಆಯ್ಕೆ ಮಾಡಲಾಯಿತು.	[14, 1281, 149, 1346]
lead-col2-text: ಬೇಕ್ಕೂರು ಗ್ರಾ.ಪಂ.ಗಳಲ್ಲಿಯೂ ಬಿಜೆಪಿ ಅಧಿಕಾರಕ್ಕೆ ಬಂದಿರುವುದು ಬಹುಮಾನ್ಯವಾಗಿದ್ದಾರೆ. ಬದಿಯಡ್ಕ, ಕುಂಬ್ಡಾಜೆ, ಮುಳ್ಳೇರಿಯ, ಪೆರ್ಲ ಗ್ರಾ.ಪಂ.ಗಳಲ್ಲಿ ಅಧಿಕಾರಕ್ಕೆ ಏರಿದೆ. ಇನ್ನೊಂದು ಕಡೆ ಪಕ್ಷದ ಬಲ ಹೆಚ್ಚಿಸುವ ಕೆಲಸ ನಡೆಯುತ್ತಿದೆ. ಕಾರ್ಯಕರ್ತರ ಸತತ ಪರಿಶ್ರಮದಿಂದ ಮಾತ್ರ ಈ ಸಾಧನೆ ಸಾಧ್ಯವಾಗಿದೆ ಎಂದು ಮುಖಂಡರು ತಿಳಿಸಿದ್ದಾರೆ.	[508, 398, 824, 468]
story-bhagavati-dateline: ಉಪ್ಪಳ:	[1081, 758, 1113, 772]
bottom-left-box-body: ಉತ್ತರ ಮಲಬಾರ್ ಪ್ರದೇಶ ಮೂಲಕ ಕೇರಳೀಯರ ದ ವಿದ್ಯುತ್ ಕಲ್ಪನೆಯ ಯೋಜನೆ ಜಾರಿಗೊಂಡು 639 ಕೋಟಿ ರೂ. ಅನುದಾನ ಬಿಡುಗಡೆ ಆಗಿದೆ. ಆದರೆ ಯೋಜನೆ ಪೂರ್ಣಗೊಳ್ಳಲು ಇನ್ನಷ್ಟು ಸಮಯ ಬೇಕಾಗುತ್ತದೆ. ನಿರ್ಮಾಣ ಹೊಸ ನೀಡಲಾಗಿದೆ.	[581, 1653, 826, 1708]
story-tailoring-dateline: ಕುಂಬಳೆ:	[624, 1402, 658, 1416]
qr-line-4: WhatsApp ಗ್ರೂಪ್ ಇಂದೇ ಸೇರಿ	[120, 71, 248, 84]
story-bhagavati-body	[1081, 745, 1528, 854]
lead-col1-text	[166, 214, 491, 339]
epaper-url[interactable]: epaper.hosadigantha.com	[661, 106, 804, 120]
brand-block	[1167, 14, 1528, 98]
story-tailoring-photo	[624, 1243, 1061, 1385]
story-bhagavati-text: ಆಡ್ಯ ಶ್ರೀ ಭಗವತೀ ಮಹಿಳಾ ಸಂಘದ ವತಿಯಿಂದ ವಿಶೇಷ ಹೂವಿನ ಪೂಜೆ ಹಾಗೂ ಸನ್ಮಾನ ಕಾರ್ಯಕ್ರಮ ನಡೆಯಿತು. ಹಲವು ಮಹಿಳೆಯರು ಪಾಲ್ಗೊಂಡು ಪೂಜಾ ಕೈಂಕರ್ಯದಲ್ಲಿ ಭಾಗವಹಿಸಿದರು. ಸಂದರ್ಭ ನಡೆದ ಸಭಾ ಕಾರ್ಯಕ್ರಮದಲ್ಲಿ ಶ್ರೀ ಕ್ಷೇತ್ರದ ಆಡಳಿತ ಮೊಕ್ತೇಸರರು ಅಧ್ಯಕ್ಷತೆ ವಹಿಸಿದ್ದರು. ಸಾಧಕ ಮಹಿಳೆಯರಿಗೆ ಸನ್ಮಾನ ಮಾಡಲಾಯಿತು.	[1081, 758, 1295, 854]
bottom-right-col2	[1077, 1623, 1303, 1866]
sidebar-logo	[14, 131, 149, 150]
story-namo-body	[624, 769, 1061, 922]
qr-line-3: ಈ QR ಕೋಡ್ ಸ್ಕ್ಯಾನ್ ಮಾಡಿ	[120, 55, 233, 68]
story-satyanarayana-photo	[166, 1243, 603, 1385]
bottom-left-subheading: 400 ಕೆವಿ ವಿದ್ಯುತ್ ಲೈನ್	[166, 1717, 264, 1730]
rail-item-2-title: ರಾಜ್ಯಮಟ್ಟದ ಶಾಲಾ ಕಲೋತ್ಸವ: ತೀರ್ಪು ನಿರ್ಣಯಕ್ಕೆ ಮಾರ್ಗಸೂಚಿ	[14, 733, 133, 822]
bottom-left-col3	[581, 1623, 829, 1877]
story-tailoring	[624, 1189, 1070, 1534]
bottom-left-dateline: ಕಾಸರಗೋಡು:	[166, 1635, 223, 1649]
story-nss-photo	[166, 630, 603, 765]
lead-col4-text: ಬಿಜೆಪಿ ಸತತ ಮೂರನೇ ಬಾರಿಗೆ ಅಧಿಕಾರದ ಗದ್ದುಗೆಗೆ ಏರಿ. ಮಾಹಿತಿ ಎ. ಆಧ್ಯಕ್ಷರಾಗಿ ಪುಂಡರ ಶ್ರೀಕೃಷ್ಣವು, ಸದಸ್ಯರಾಗಿ ಆಯ್ಕೆ ಅಭ್ಯರ್ಥಿಗಳು ಕಾರ್ಯಕರ್ತರ ಪಟ್ಟಿ ಮಾಡಿ ಪ್ರಚಾರ ನಡೆಸಿದ್ದರಿಂದ ಆಶಯದ ಜಯ ಆಗಿದೆ. ಆದರೆ ಸಕಲವನ್ನು ಗಮನಿಸಿದರೆ ಪಕ್ಷ ಸಂಘಟನೆಗೆ ಉತ್ತೇಜನ ನೀಡಿದೆ.	[1194, 214, 1510, 269]
twitter-handle[interactable]: HosadiganthaWeb	[1043, 106, 1143, 120]
story-satyanarayana-body	[166, 1390, 603, 1486]
twitter-label: Twitter	[1002, 106, 1040, 120]
section-divider	[166, 1180, 1528, 1182]
divider	[14, 477, 149, 478]
story-namo-callout-title: ನಿರಂತರ ಪಠಿಯಾಲಿ	[630, 868, 694, 881]
story-namo-callout-body: ನಮೋ ಬ್ರಿಗೇಡ್ ತಂಡದಿಂದ ನಿರಂತರ ಸೇವಾ ಕಾರ್ಯ ನಿರಂತರವಾಗಿ ನಡೆಯಲಿದೆ.	[630, 890, 822, 913]
mid-row-2	[166, 1189, 1528, 1534]
bottom-left-col1	[166, 1623, 364, 1877]
bottom-right-headline: ಮಕ್ಕಳಲ್ಲಿ ದೇಶ ಪ್ರೇಮದ ಚಿಂತನೆ ಮೂಡಿಬರಲಿ	[971, 1581, 1410, 1616]
lead-col4-text-b: ಬದಿಯಡ್ಕ ಮಂಡಲ ಸಮಿತಿಯ ನೇತೃತ್ವ ಸಮರ್ಥ ಕಾರ್ಯಯೋಜನೆಯ, ಕಾರ್ಯಕರ್ತರ ಪರಿಶ್ರಮದ ಫಲವಾಗಿ ಜಯ ಸಾಧಿಸಿದ್ದಾರೆ. ಮುಂದಿನ ದಿನಗಳಲ್ಲಿ ಸ್ಥಳೀಯ ಅಭಿವೃದ್ಧಿಗೆ ಆದ್ಯತೆ ನೀಡುವುದಾಗಿ ಭರವಸೆ ನೀಡಿದ್ದಾರೆ. ಎಲ್ಲಾ ಸಂಘಟನೆ ನಾಯಕರು, ಕಾರ್ಯಕರ್ತರು ಸಂಭ್ರಮಾಚರಣೆಯಲ್ಲಿ ಪಾಲ್ಗೊಂಡಿದ್ದಾರೆ.	[1194, 306, 1527, 362]
bottom-left-box-title: 639 ಕೋಟಿ ರೂ. ವೆಚ್ಚದ ಕಾಮಗಾರಿ	[581, 1623, 746, 1640]
story-nss-subheading: ಅವವಾಗ ಲಭ್ಯವಿಡಿ	[166, 849, 238, 863]
page-title: ನಮ್ಮ ಕಾಸರಗೋಡು	[601, 25, 911, 81]
story-bhagavati	[1081, 577, 1528, 1171]
qr-code-icon[interactable]	[48, 21, 112, 85]
story-satyanarayana-subbody: ಪೂಜೆಯ ಬಳಿಕ ನಡೆದ ಸಭಾ ಕಾರ್ಯಕ್ರಮದಲ್ಲಿ ಅಧ್ಯಕ್ಷತೆ ವಹಿಸಿ ಮಾತನಾಡಿದ ಗಣ್ಯರು ಸಮಾಜದಲ್ಲಿ ಸೇವೆಯ ಮಹತ್ವವನ್ನು ವಿವರಿಸಿದರು. ಸಾಧಕರನ್ನು ಗುರುತಿಸಿ ಗೌರವಿಸುವ ಕಾರ್ಯ ನಿರಂತರವಾಗಿ ನಡೆಯಬೇಕು ಎಂದರು. ಕಾರ್ಯಕ್ರಮದಲ್ಲಿ ಯೋಜನಾಧಿಕಾರಿಗಳು, ಸ್ವಸಹಾಯ ಸಂಘಗಳ ಸದಸ್ಯರು ಭಾಗವಹಿಸಿದ್ದರು. ಪ್ರಸಾದ ವಿತರಣೆ ನಡೆಯಿತು.	[389, 1390, 600, 1486]
lead-col2-subhead: ಇತರ ಗ್ರಾಮ ಪಂಚಾಯತ್‌ಗಳು	[508, 480, 612, 492]
story-satyanarayana-title: ಸಾಮೂಹಿಕ ಶ್ರೀ ಸತ್ಯನಾರಾಯಣ ಪೂಜೆ, ನಿವೃತ್ತ ಸೈನಿಕರಿಗೆ, ಸಾಧಕರಿಗೆ ಸನ್ಮಾನ	[166, 1189, 600, 1237]
masthead	[14, 11, 1528, 97]
story-tailoring-callout-body: ತರಬೇತಿ ಪೂರ್ಣಗೊಳಿಸಿದ 24 ಮಂದಿಗೆ ಪ್ರಮಾಣ ಪತ್ರ ವಿತರಿಸಲಾಯಿತು.	[630, 1496, 786, 1519]
lead-story-grid	[166, 202, 1528, 558]
mid-row-2-spacer	[1081, 1189, 1528, 1534]
bottom-right-lead	[853, 1635, 1068, 1704]
balagokulam-caption: ಬದಿಯಡ್ಕದಲ್ಲಿ ನಡೆದ ಬಾಲಗೋಕುಲ ಕಲಾಯಾತ್ರೆ ಉದ್ಘಾಟನೆ	[1077, 1847, 1238, 1857]
bottom-left-headline: 360 ಟವರ್‌ಗಳ ಪೈಕಿ ಕೇವಲ 64 ಟವರ್ ಪೂರ್ಣ!	[260, 1581, 734, 1616]
